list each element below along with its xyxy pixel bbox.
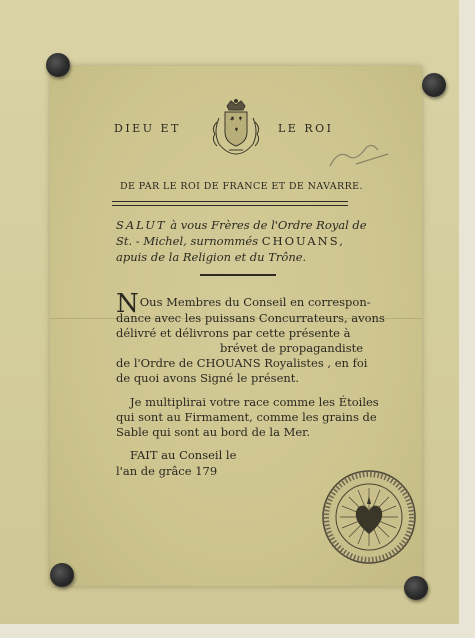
closing-line-2: l'an de grâce 179 [116,464,218,478]
salutation-line-1-text: à vous Frères de l'Ordre Royal de [166,218,367,232]
ornamental-rule [200,274,276,276]
authority-line: DE PAR LE ROI DE FRANCE ET DE NAVARRE. [120,181,363,192]
sacred-heart-seal-icon [320,468,418,566]
royal-fleur-de-lis-crest-icon [205,98,267,160]
printed-document [50,66,422,586]
motto-right: LE ROI [278,122,334,135]
pushpin-icon [50,563,74,587]
pushpin-icon [404,576,428,600]
para1-line-5: de l'Ordre de CHOUANS Royalistes , en foi [116,356,368,370]
para1-line-6: de quoi avons Signé le présent. [116,371,300,385]
header-rule-top [112,201,348,202]
para1-line-4: brévet de propagandiste [220,341,364,355]
card-edge-right [459,0,475,638]
motto-left: DIEU ET [114,122,181,135]
handwritten-mark [326,140,392,170]
closing-line-1: FAIT au Conseil le [130,448,237,462]
para1-line-1-text: Ous Membres du Conseil en correspon- [139,295,371,309]
para2-line-1: Je multiplirai votre race comme les Étoiles [130,395,379,409]
para2-line-2: qui sont au Firmament, comme les grains de [116,410,377,424]
salutation-lead: SALUT [116,218,167,232]
salutation-line-1 [116,218,367,232]
chouans-word: CHOUANS, [261,234,345,248]
salutation-line-2 [116,234,345,248]
drop-cap: N [116,289,139,319]
salutation-line-2-text: St. - Michel, surnommés [116,234,262,248]
para2-line-3: Sable qui sont au bord de la Mer. [116,425,311,439]
pushpin-icon [422,73,446,97]
header-rule-bottom [112,205,348,206]
pushpin-icon [46,53,70,77]
salutation-line-3: apuis de la Religion et du Trône. [116,250,307,264]
para1-line-3: délivré et délivrons par cette présente à [116,326,351,340]
para1-line-2: dance avec les puissans Concurrateurs, avons [116,311,385,325]
card-edge-bottom [0,624,475,638]
